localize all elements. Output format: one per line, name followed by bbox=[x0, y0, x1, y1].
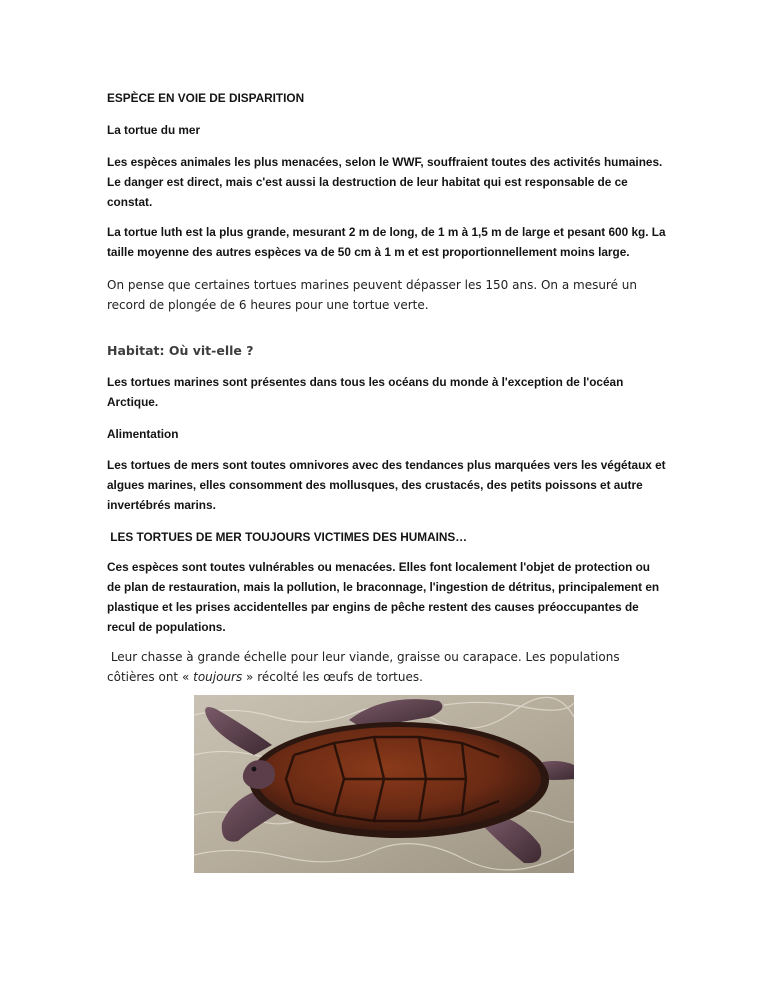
document-heading: ESPÈCE EN VOIE DE DISPARITION bbox=[107, 91, 305, 105]
victims-heading: LES TORTUES DE MER TOUJOURS VICTIMES DES HUMAINS… bbox=[107, 530, 468, 544]
paragraph-hunting bbox=[107, 647, 667, 687]
paragraph-age: On pense que certaines tortues marines peuvent dépasser les 150 ans. On a mesuré un record de plongée de 6 heures pour une tortue verte. bbox=[107, 278, 638, 312]
paragraph-alimentation: Les tortues de mers sont toutes omnivores avec des tendances plus marquées vers les végétaux et algues marines, elles consomment des mollusques, des crustacés, des petits poissons et autre invertébrés marins. bbox=[107, 458, 666, 512]
paragraph-hunting-start: Leur chasse à grande échelle pour leur viande, graisse ou carapace. Les populations côtières ont « bbox=[107, 650, 624, 684]
sea-turtle-photo bbox=[194, 695, 574, 873]
document-subtitle: La tortue du mer bbox=[107, 123, 201, 137]
habitat-heading: Habitat: Où vit-elle ? bbox=[107, 343, 254, 358]
alimentation-heading: Alimentation bbox=[107, 427, 179, 441]
paragraph-habitat: Les tortues marines sont présentes dans tous les océans du monde à l'exception de l'océan Arctique. bbox=[107, 375, 624, 409]
paragraph-hunting-end: » récolté les œufs de tortues. bbox=[242, 670, 423, 684]
paragraph-wwf: Les espèces animales les plus menacées, selon le WWF, souffraient toutes des activités humaines. Le danger est direct, mais c'est aussi la destruction de leur habitat qui est responsable de ce constat. bbox=[107, 155, 663, 209]
paragraph-hunting-italic: toujours bbox=[193, 670, 243, 684]
paragraph-size: La tortue luth est la plus grande, mesurant 2 m de long, de 1 m à 1,5 m de large et pesant 600 kg. La taille moyenne des autres espèces va de 50 cm à 1 m et est proportionnellement moins large. bbox=[107, 225, 666, 259]
paragraph-threats: Ces espèces sont toutes vulnérables ou menacées. Elles font localement l'objet de protection ou de plan de restauration, mais la pollution, le braconnage, l'ingestion de détritus, principalement en plastique et les prises accidentelles par engins de pêche restent des causes préoccupantes de recul de populations. bbox=[107, 560, 660, 634]
